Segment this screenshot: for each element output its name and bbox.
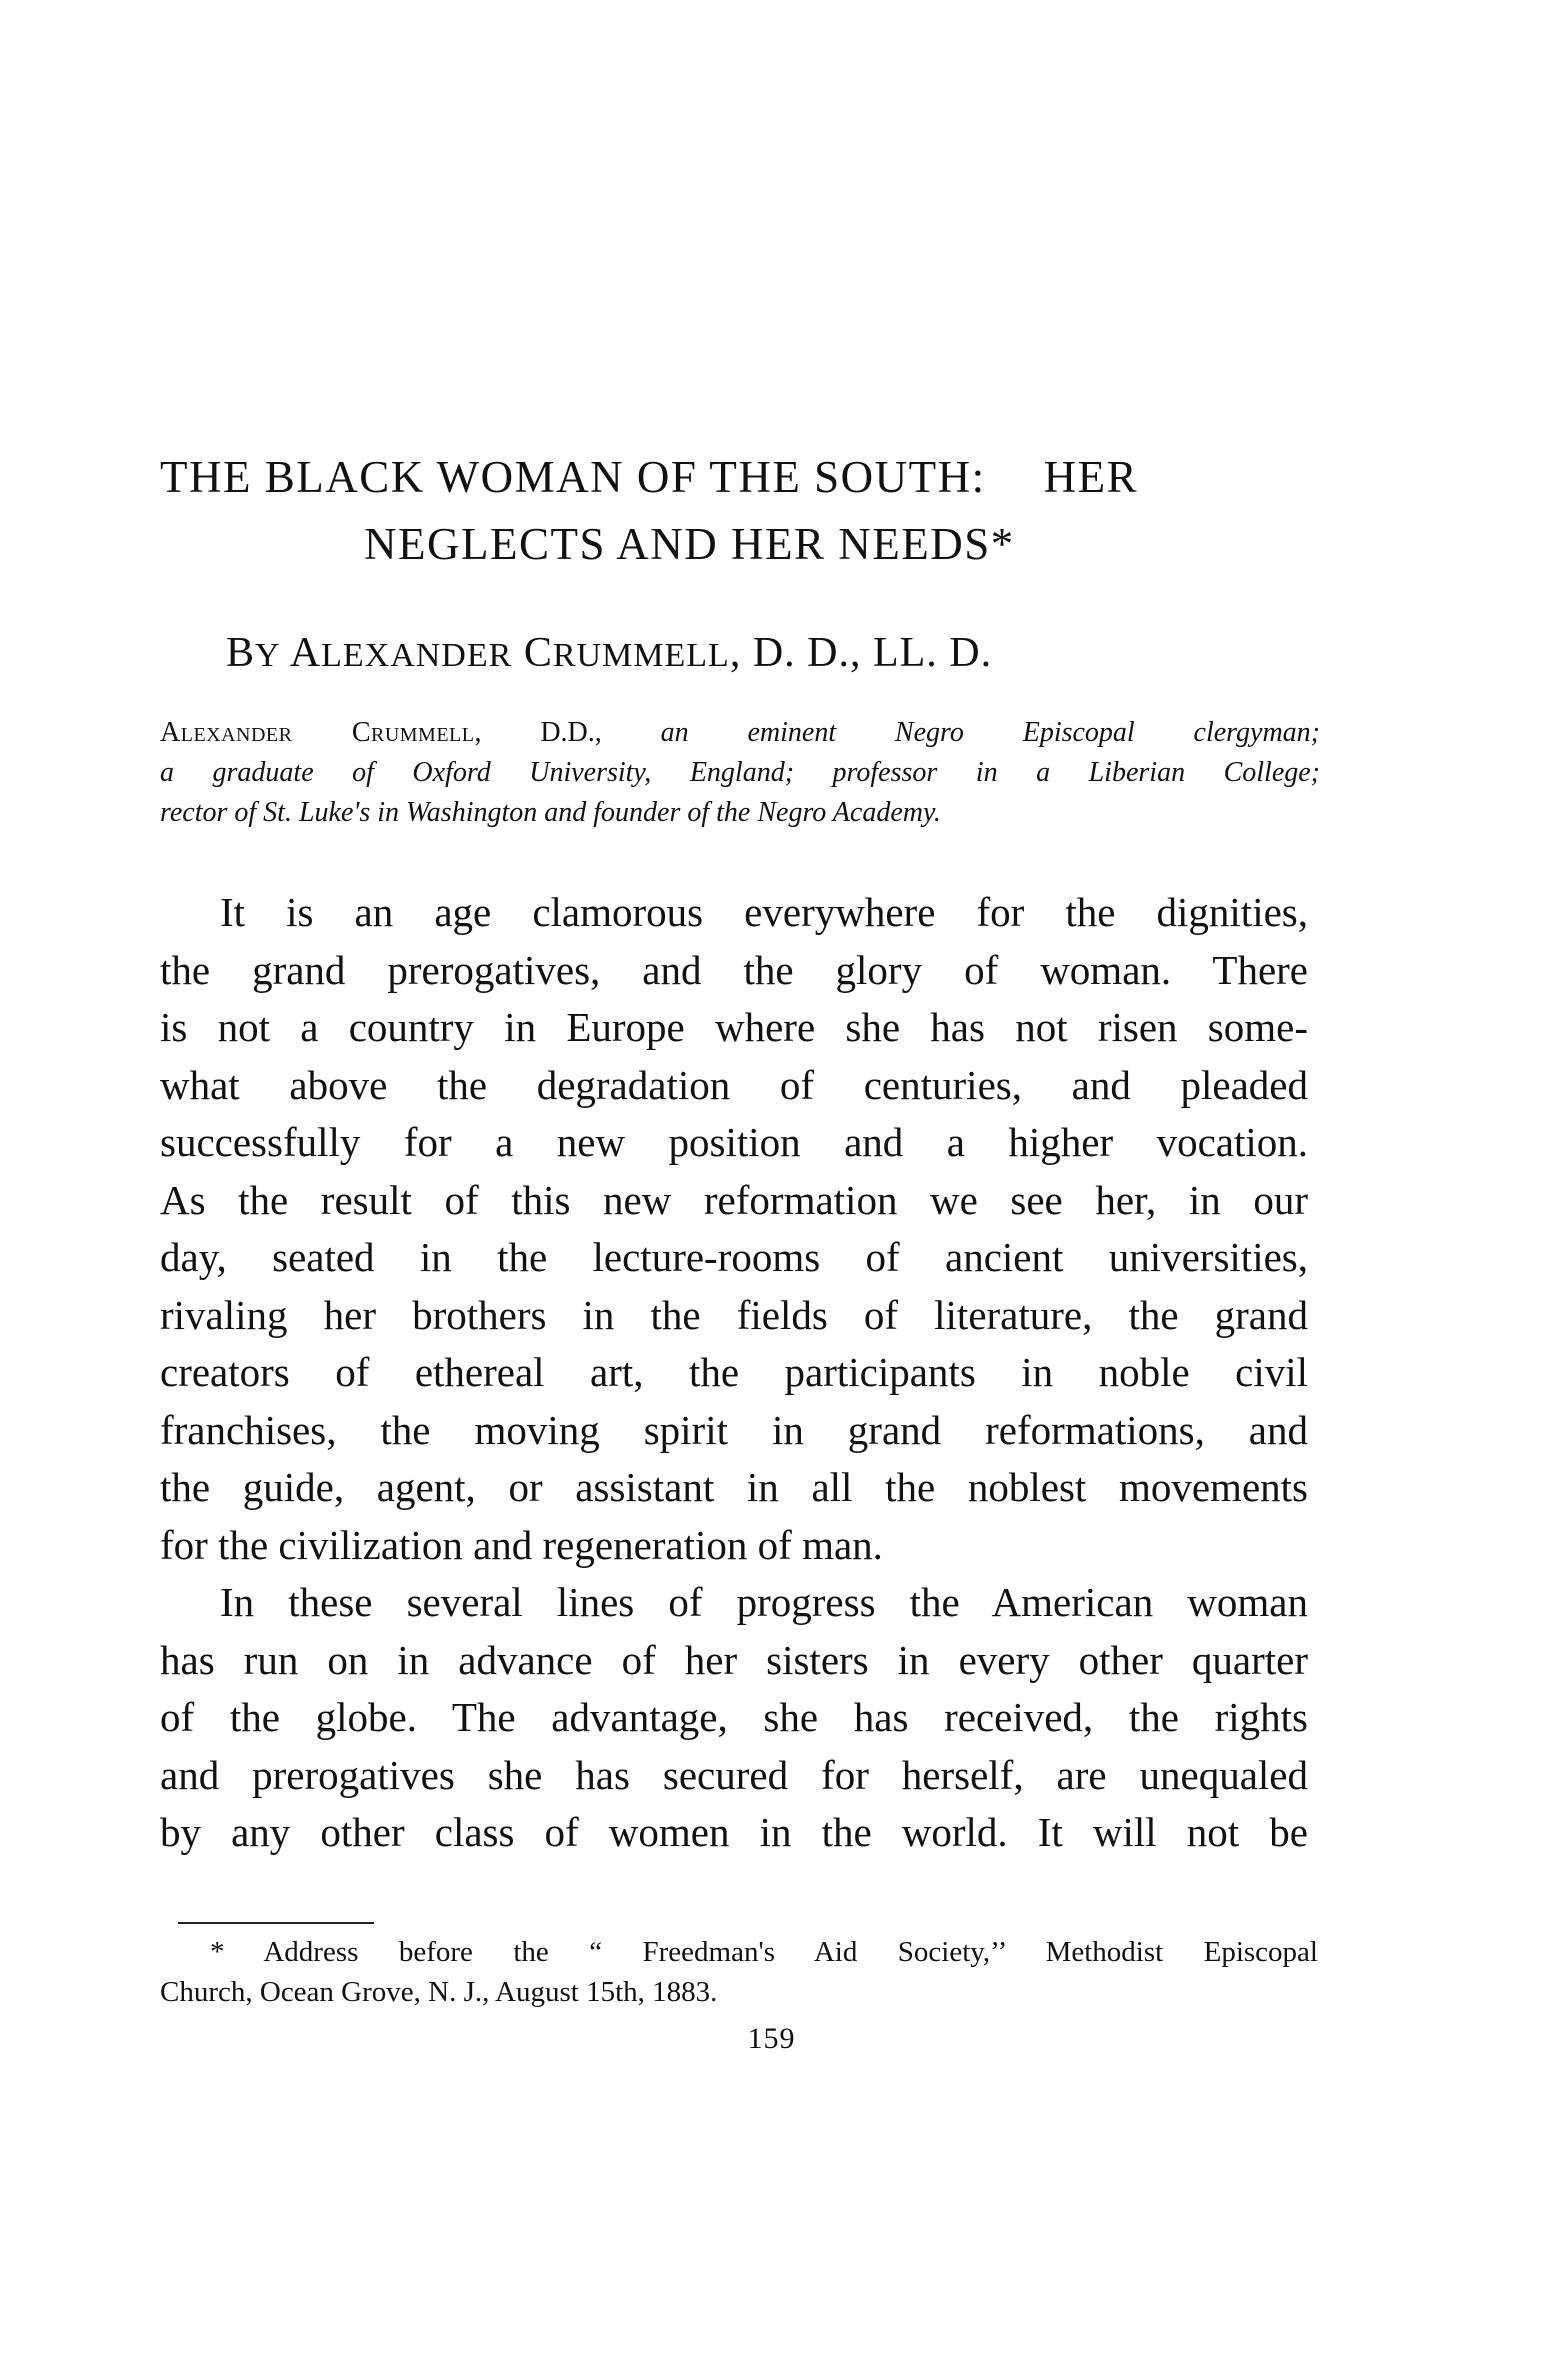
author-bio bbox=[160, 713, 1320, 833]
text-line: what above the degradation of centuries, and pleaded bbox=[160, 1061, 1308, 1108]
byline-degrees: , D. D., LL. D. bbox=[729, 630, 993, 676]
title-her-text: HER bbox=[1043, 452, 1139, 502]
byline-first-cap: A bbox=[289, 630, 322, 676]
bio-line-1-text: an eminent Negro Episcopal clergyman; bbox=[660, 717, 1321, 748]
author-byline bbox=[226, 632, 992, 674]
byline-prefix-cap: B bbox=[226, 630, 256, 676]
article-title-line-2: NEGLECTS AND HER NEEDS* bbox=[364, 519, 1015, 569]
text-line: As the result of this new reformation we see her, in our bbox=[160, 1176, 1308, 1223]
text-line: rivaling her brothers in the fields of literature, the grand bbox=[160, 1291, 1308, 1338]
text-line: is not a country in Europe where she has not risen some- bbox=[160, 1004, 1308, 1050]
bio-name-suffix: , D.D., bbox=[474, 717, 602, 748]
byline-last-cap: C bbox=[523, 630, 553, 676]
text-line: successfully for a new position and a higher vocation. bbox=[160, 1119, 1308, 1165]
text-line: day, seated in the lecture-rooms of ancient universities, bbox=[160, 1234, 1308, 1280]
page-number: 159 bbox=[747, 2022, 796, 2055]
title-main-text: THE BLACK WOMAN OF THE SOUTH: bbox=[160, 452, 986, 502]
footnote-divider bbox=[178, 1922, 374, 1924]
byline-first-rest: LEXANDER bbox=[321, 637, 513, 674]
bio-author-name: Alexander Crummell bbox=[160, 717, 475, 748]
byline-prefix-rest: Y bbox=[255, 637, 281, 674]
text-line: and prerogatives she has secured for herself, are unequaled bbox=[160, 1751, 1308, 1798]
body-paragraph-2 bbox=[160, 1574, 1308, 1862]
footnote-line-2: Church, Ocean Grove, N. J., August 15th, 1883. bbox=[160, 1976, 718, 2008]
text-line: by any other class of women in the world. It will not be bbox=[160, 1809, 1308, 1855]
bio-line: a graduate of Oxford University, England; professor in a Liberian College; bbox=[160, 757, 1320, 788]
bio-line bbox=[160, 713, 1320, 753]
article-title-line-1 bbox=[160, 452, 1310, 502]
text-line: the guide, agent, or assistant in all the noblest movements bbox=[160, 1464, 1308, 1510]
footnote bbox=[160, 1932, 1318, 2012]
text-line: the grand prerogatives, and the glory of woman. There bbox=[160, 946, 1308, 993]
text-line: for the civilization and regeneration of man. bbox=[160, 1521, 883, 1568]
text-line: It is an age clamorous everywhere for the dignities, bbox=[220, 889, 1308, 935]
footnote-line-1: * Address before the “ Freedman's Aid Society,’’ Methodist Episcopal bbox=[210, 1936, 1318, 1968]
byline-last-rest: RUMMELL bbox=[552, 637, 730, 674]
text-line: has run on in advance of her sisters in every other quarter bbox=[160, 1636, 1308, 1683]
body-paragraph-1 bbox=[160, 884, 1308, 1574]
text-line: franchises, the moving spirit in grand reformations, and bbox=[160, 1406, 1308, 1453]
text-line: of the globe. The advantage, she has received, the rights bbox=[160, 1694, 1308, 1740]
text-line: creators of ethereal art, the participants in noble civil bbox=[160, 1349, 1308, 1395]
text-line: In these several lines of progress the American woman bbox=[220, 1579, 1308, 1625]
bio-line: rector of St. Luke's in Washington and founder of the Negro Academy. bbox=[160, 797, 941, 828]
